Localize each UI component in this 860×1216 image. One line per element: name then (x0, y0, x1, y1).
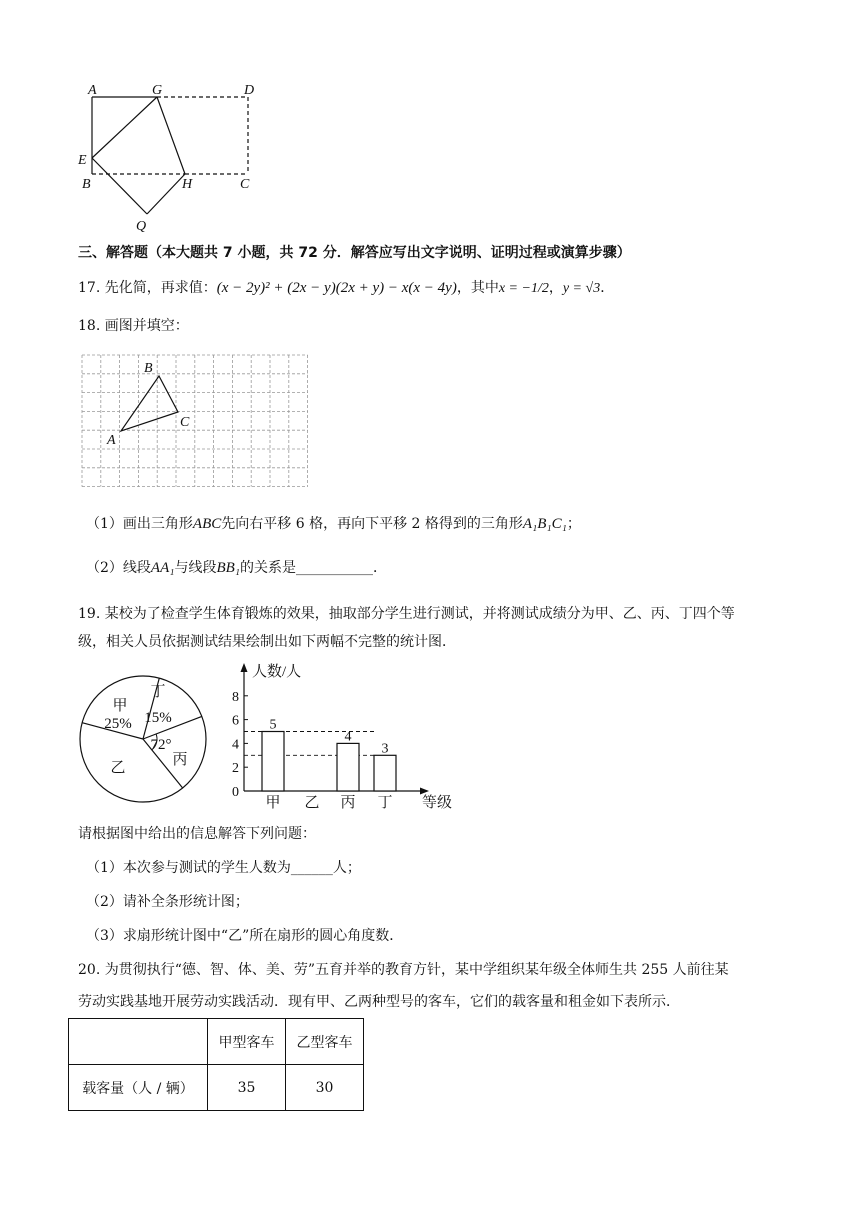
q18-p2-text-a: （2）线段 (86, 560, 151, 576)
section-heading: 三、解答题（本大题共 7 小题，共 72 分．解答应写出文字说明、证明过程或演算步骤） (78, 245, 631, 261)
bar-value-label: 4 (344, 729, 352, 745)
bar (262, 732, 284, 792)
category-label: 丙 (340, 795, 356, 810)
segment-GH (157, 97, 185, 174)
grid-label-C: C (180, 415, 190, 430)
table-row (69, 1065, 364, 1111)
q17-given-prefix: ，其中 (456, 280, 499, 296)
q18-p2-end: 的关系是___________． (240, 560, 388, 576)
pie-slice-value: 25% (104, 716, 132, 732)
table-header-cell: 甲型客车 (208, 1019, 286, 1065)
point-label-B: B (82, 177, 91, 192)
q18-grid-figure (80, 352, 312, 492)
q18-p2-text-c: 与线段 (174, 560, 217, 576)
y-tick-label: 4 (232, 737, 239, 753)
table-header-row (69, 1019, 364, 1065)
q17-expression: (x − 2y)² + (2x − y)(2x + y) − x(x − 4y) (216, 280, 457, 296)
q18-p1-a1b1c1: A₁B₁C₁ (522, 516, 567, 532)
question-19-part-1: （1）本次参与测试的学生人数为______人； (86, 860, 361, 876)
point-label-C: C (240, 177, 250, 192)
point-label-A: A (88, 83, 97, 98)
table-header-cell (69, 1019, 208, 1065)
question-20-line-2: 劳动实践基地开展劳动实践活动．现有甲、乙两种型号的客车，它们的载客量和租金如下表所示． (78, 994, 680, 1010)
question-19-part-3: （3）求扇形统计图中“乙”所在扇形的圆心角度数． (86, 928, 404, 944)
q18-p1-text-c: 先向右平移 6 格，再向下平移 2 格得到的三角形 (221, 516, 523, 532)
q18-p1-end: ； (566, 516, 581, 532)
q17-y-value: y = √3 (562, 281, 601, 296)
bus-spec-table (68, 1018, 364, 1111)
pie-slice-label: 丁 (150, 684, 166, 700)
pie-chart (76, 672, 210, 806)
triangle-ABC (121, 376, 178, 431)
x-axis-title: 等级 (422, 795, 453, 810)
table-cell: 35 (208, 1065, 286, 1111)
category-label: 乙 (304, 795, 320, 810)
question-18-stem: 18. 画图并填空： (78, 318, 189, 334)
bar (337, 743, 359, 791)
q16-geometry-figure (70, 78, 270, 238)
q17-end: ． (600, 280, 615, 296)
point-label-G: G (152, 83, 163, 98)
q18-p1-abc: ABC (192, 516, 222, 532)
y-tick-label: 6 (232, 713, 239, 729)
segment-EG (92, 97, 157, 158)
bar-value-label: 3 (381, 741, 389, 757)
question-18-part-2 (86, 558, 387, 578)
bar-chart (228, 660, 468, 810)
question-17: 17. 先化简，再求值：(x − 2y)² + (2x − y)(2x + y) − x(x − 4y)，其中x = −1/2，y = √3． (78, 280, 615, 296)
y-tick-label: 2 (232, 761, 239, 777)
table-cell: 载客量（人 / 辆） (69, 1065, 208, 1111)
q18-p2-aa1: AA₁ (150, 560, 175, 576)
grid-label-B: B (144, 361, 153, 376)
y-axis-title: 人数/人 (252, 664, 302, 680)
x-axis-arrow (420, 788, 429, 795)
question-20-line-1: 20. 为贯彻执行“德、智、体、美、劳”五育并举的教育方针，某中学组织某年级全体师生共 255 人前往某 (78, 962, 729, 978)
table-cell: 30 (286, 1065, 364, 1111)
y-tick-label: 8 (232, 689, 239, 705)
point-label-Q: Q (136, 219, 147, 234)
table-header-cell: 乙型客车 (286, 1019, 364, 1065)
category-label: 甲 (265, 795, 281, 810)
segment-HQ (147, 174, 185, 214)
point-label-D: D (244, 83, 255, 98)
q17-prefix: 17. 先化简，再求值： (78, 280, 217, 296)
y-axis-arrow (241, 663, 248, 672)
question-19-line-1: 19. 某校为了检查学生体育锻炼的效果，抽取部分学生进行测试，并将测试成绩分为甲、乙、丙、丁四个等 (78, 606, 735, 622)
question-19-part-2: （2）请补全条形统计图； (86, 894, 249, 910)
category-label: 丁 (377, 795, 393, 810)
question-18-part-1 (86, 514, 581, 534)
pie-slice-value: 72° (150, 737, 172, 753)
pie-slice-label: 乙 (110, 760, 126, 776)
pie-slice-label: 丙 (172, 752, 188, 768)
grid-label-A: A (107, 433, 116, 448)
bar-value-label: 5 (269, 717, 277, 733)
question-19-prompt: 请根据图中给出的信息解答下列问题： (78, 826, 316, 842)
segment-EQ (92, 158, 147, 214)
point-label-E: E (78, 153, 87, 168)
q17-x-value: x = −1/2 (498, 281, 549, 296)
pie-slice-value: 15% (144, 710, 172, 726)
q18-p1-text-a: （1）画出三角形 (86, 516, 193, 532)
question-19-line-2: 级，相关人员依据测试结果绘制出如下两幅不完整的统计图． (78, 634, 456, 650)
bar (374, 755, 396, 791)
pie-slice-label: 甲 (112, 698, 128, 714)
y-tick-label: 0 (232, 785, 239, 800)
point-label-H: H (182, 177, 193, 192)
q18-p2-bb1: BB₁ (216, 560, 241, 576)
